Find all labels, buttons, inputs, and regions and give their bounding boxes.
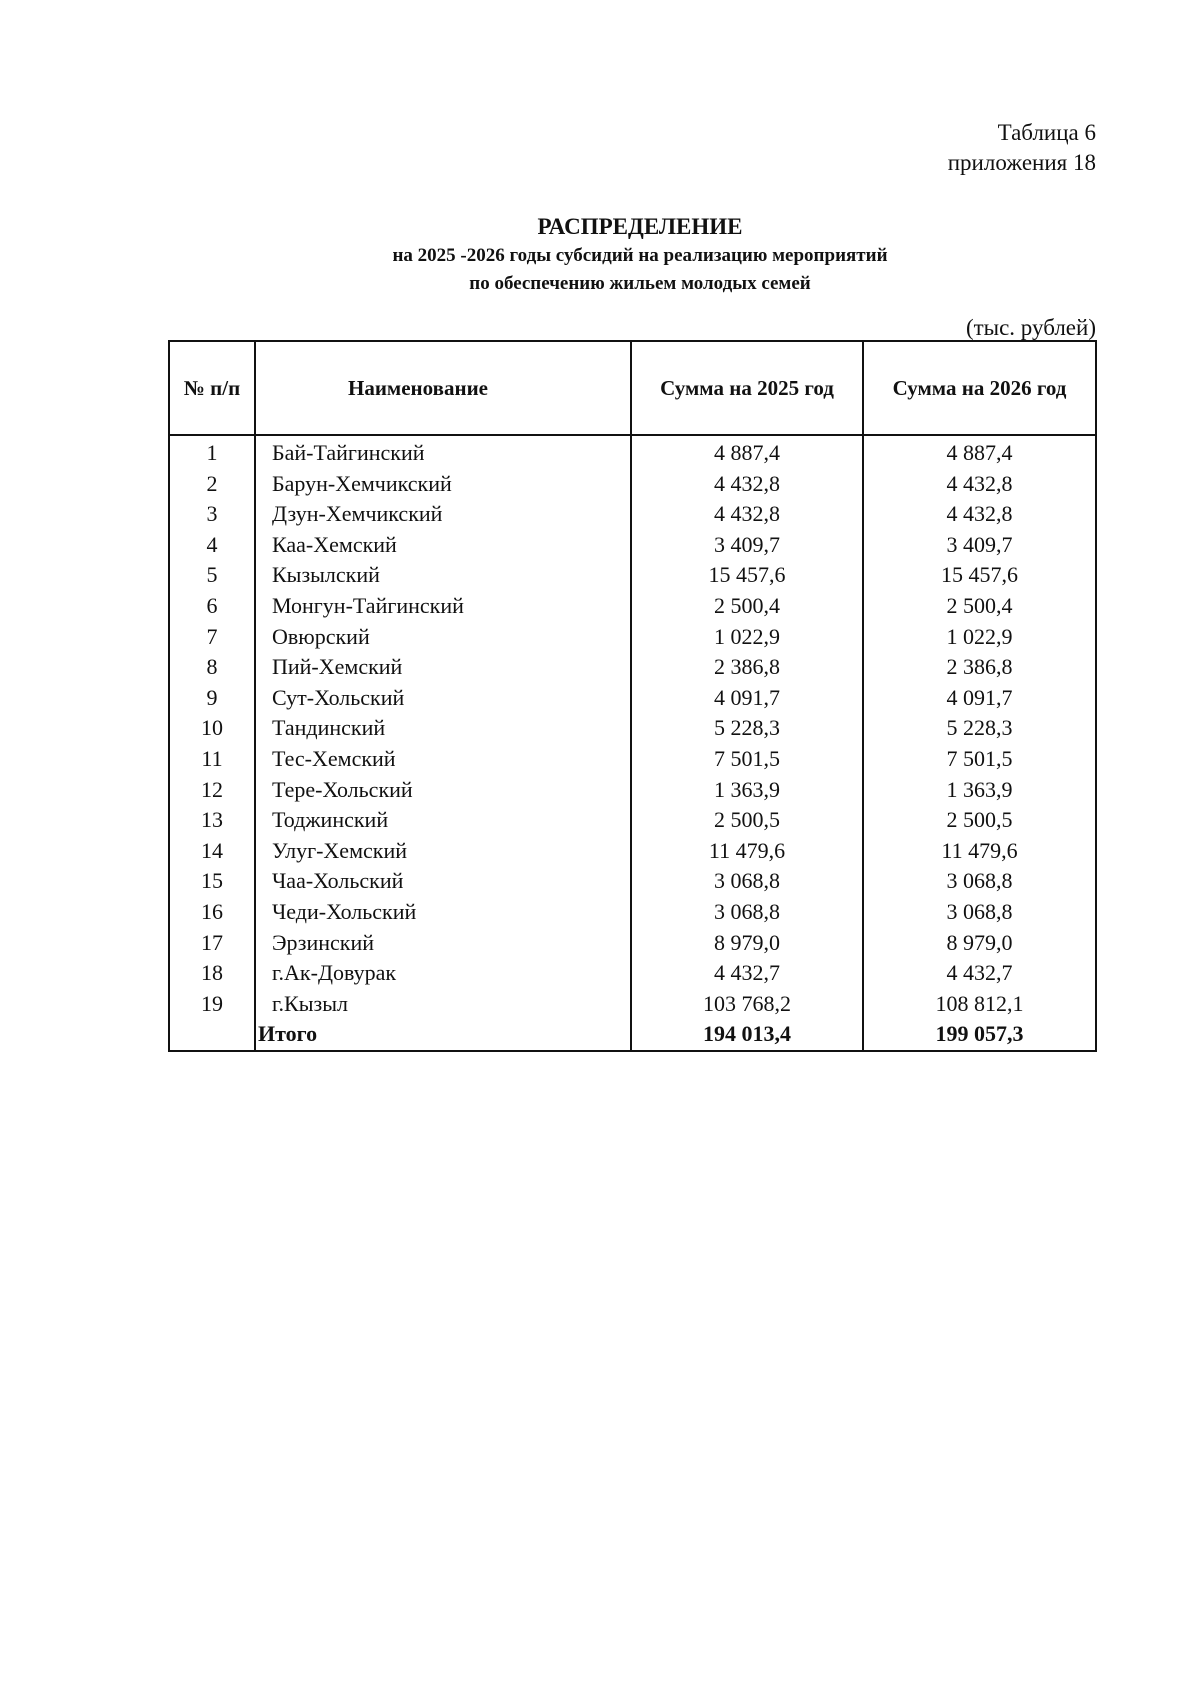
row-number: 11 [169, 744, 255, 775]
row-sum-2025: 3 409,7 [631, 530, 863, 561]
row-sum-2026: 4 091,7 [863, 683, 1096, 714]
table-row [169, 560, 1096, 591]
row-sum-2025: 103 768,2 [631, 989, 863, 1020]
row-sum-2025: 15 457,6 [631, 560, 863, 591]
row-name: Барун-Хемчикский [255, 469, 631, 500]
row-sum-2026: 2 500,5 [863, 805, 1096, 836]
row-sum-2026: 4 432,7 [863, 958, 1096, 989]
distribution-table [168, 340, 1097, 1052]
total-sum-2025: 194 013,4 [631, 1019, 863, 1051]
document-title [160, 212, 1120, 298]
row-sum-2026: 11 479,6 [863, 836, 1096, 867]
table-row [169, 744, 1096, 775]
row-number: 14 [169, 836, 255, 867]
total-sum-2026: 199 057,3 [863, 1019, 1096, 1051]
row-name: Овюрский [255, 622, 631, 653]
row-name: Улуг-Хемский [255, 836, 631, 867]
row-number: 19 [169, 989, 255, 1020]
table-row [169, 469, 1096, 500]
total-label: Итого [255, 1019, 631, 1051]
annex-table-label: Таблица 6 [997, 120, 1096, 145]
row-sum-2026: 4 432,8 [863, 499, 1096, 530]
units-note: (тыс. рублей) [965, 315, 1096, 340]
annex-appendix-label: приложения 18 [947, 150, 1096, 175]
table-row [169, 435, 1096, 469]
table-row [169, 683, 1096, 714]
row-name: Бай-Тайгинский [255, 435, 631, 469]
row-sum-2026: 3 409,7 [863, 530, 1096, 561]
row-sum-2026: 2 386,8 [863, 652, 1096, 683]
header-number: № п/п [169, 341, 255, 435]
row-sum-2025: 4 432,8 [631, 499, 863, 530]
row-name: Дзун-Хемчикский [255, 499, 631, 530]
table-header-row [169, 341, 1096, 435]
row-name: Пий-Хемский [255, 652, 631, 683]
row-sum-2025: 5 228,3 [631, 713, 863, 744]
row-name: Монгун-Тайгинский [255, 591, 631, 622]
table-row [169, 958, 1096, 989]
row-name: Чаа-Хольский [255, 866, 631, 897]
row-name: Тоджинский [255, 805, 631, 836]
row-sum-2026: 4 887,4 [863, 435, 1096, 469]
row-sum-2026: 3 068,8 [863, 897, 1096, 928]
row-sum-2026: 8 979,0 [863, 928, 1096, 959]
row-number: 18 [169, 958, 255, 989]
table-row [169, 805, 1096, 836]
row-name: Тандинский [255, 713, 631, 744]
row-number: 9 [169, 683, 255, 714]
table-body [169, 435, 1096, 1051]
table-row [169, 499, 1096, 530]
row-name: Тере-Хольский [255, 775, 631, 806]
row-number: 13 [169, 805, 255, 836]
annex-reference [948, 118, 1096, 178]
row-sum-2025: 8 979,0 [631, 928, 863, 959]
row-sum-2026: 2 500,4 [863, 591, 1096, 622]
row-name: Сут-Хольский [255, 683, 631, 714]
row-sum-2025: 3 068,8 [631, 897, 863, 928]
table-row [169, 775, 1096, 806]
row-sum-2025: 4 887,4 [631, 435, 863, 469]
row-number: 12 [169, 775, 255, 806]
table-total-row [169, 1019, 1096, 1051]
table-row [169, 928, 1096, 959]
row-sum-2026: 1 022,9 [863, 622, 1096, 653]
header-sum-2025: Сумма на 2025 год [631, 341, 863, 435]
table-row [169, 713, 1096, 744]
title-subtitle-line-2: по обеспечению жильем молодых семей [469, 273, 811, 294]
row-sum-2025: 1 022,9 [631, 622, 863, 653]
row-sum-2025: 7 501,5 [631, 744, 863, 775]
row-sum-2026: 108 812,1 [863, 989, 1096, 1020]
table-row [169, 866, 1096, 897]
header-sum-2026: Сумма на 2026 год [863, 341, 1096, 435]
row-sum-2026: 7 501,5 [863, 744, 1096, 775]
row-sum-2026: 5 228,3 [863, 713, 1096, 744]
row-sum-2026: 4 432,8 [863, 469, 1096, 500]
table-row [169, 530, 1096, 561]
table-row [169, 622, 1096, 653]
title-subtitle-line-1: на 2025 -2026 годы субсидий на реализацию мероприятий [392, 245, 888, 266]
total-number [169, 1019, 255, 1051]
row-sum-2025: 1 363,9 [631, 775, 863, 806]
row-name: Тес-Хемский [255, 744, 631, 775]
row-sum-2026: 15 457,6 [863, 560, 1096, 591]
table-row [169, 836, 1096, 867]
row-number: 17 [169, 928, 255, 959]
row-name: Чеди-Хольский [255, 897, 631, 928]
row-number: 6 [169, 591, 255, 622]
row-number: 10 [169, 713, 255, 744]
row-name: г.Ак-Довурак [255, 958, 631, 989]
row-sum-2025: 2 500,4 [631, 591, 863, 622]
row-number: 1 [169, 435, 255, 469]
row-number: 4 [169, 530, 255, 561]
header-name: Наименование [255, 341, 631, 435]
row-sum-2025: 11 479,6 [631, 836, 863, 867]
table-row [169, 591, 1096, 622]
row-sum-2026: 1 363,9 [863, 775, 1096, 806]
row-sum-2025: 3 068,8 [631, 866, 863, 897]
row-name: Эрзинский [255, 928, 631, 959]
row-sum-2025: 4 432,8 [631, 469, 863, 500]
row-number: 8 [169, 652, 255, 683]
row-number: 3 [169, 499, 255, 530]
row-name: Каа-Хемский [255, 530, 631, 561]
row-number: 16 [169, 897, 255, 928]
table-row [169, 897, 1096, 928]
row-number: 15 [169, 866, 255, 897]
row-number: 5 [169, 560, 255, 591]
row-sum-2025: 4 091,7 [631, 683, 863, 714]
table-row [169, 989, 1096, 1020]
row-name: г.Кызыл [255, 989, 631, 1020]
row-sum-2025: 4 432,7 [631, 958, 863, 989]
row-name: Кызылский [255, 560, 631, 591]
row-sum-2025: 2 386,8 [631, 652, 863, 683]
row-number: 2 [169, 469, 255, 500]
table-row [169, 652, 1096, 683]
title-main: РАСПРЕДЕЛЕНИЕ [537, 214, 743, 239]
row-sum-2026: 3 068,8 [863, 866, 1096, 897]
row-sum-2025: 2 500,5 [631, 805, 863, 836]
row-number: 7 [169, 622, 255, 653]
